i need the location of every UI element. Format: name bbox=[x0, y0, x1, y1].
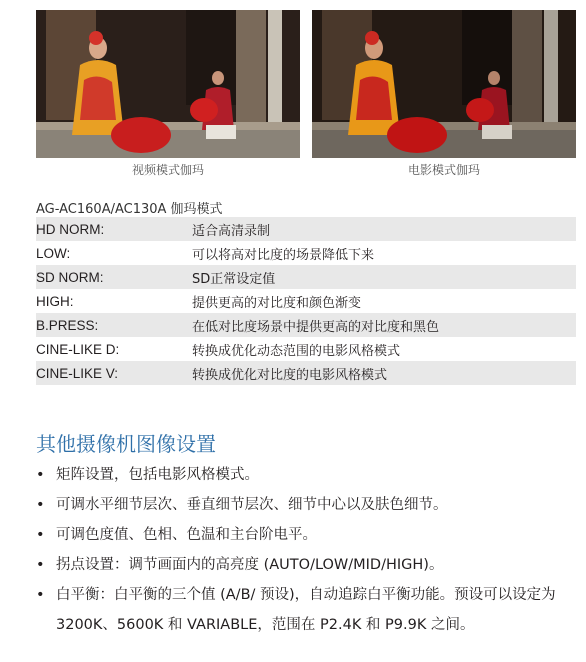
gamma-row bbox=[36, 241, 576, 265]
photo-video-caption: 视频模式伽玛 bbox=[131, 163, 204, 177]
section-title-other-settings: 其他摄像机图像设置 bbox=[36, 432, 216, 456]
gamma-row bbox=[36, 265, 576, 289]
gamma-mode-name: CINE-LIKE V: bbox=[36, 365, 119, 381]
feature-list bbox=[36, 460, 582, 640]
gamma-mode-description: SD正常设定值 bbox=[192, 271, 276, 287]
bullet-icon: • bbox=[36, 557, 45, 573]
gamma-mode-description: 转换成优化对比度的电影风格模式 bbox=[192, 367, 388, 383]
photo-video-gamma bbox=[36, 10, 300, 158]
list-item bbox=[36, 580, 582, 640]
bullet-icon: • bbox=[36, 467, 45, 483]
gamma-row bbox=[36, 217, 576, 241]
list-item bbox=[36, 460, 582, 490]
gamma-row bbox=[36, 337, 576, 361]
gamma-row bbox=[36, 361, 576, 385]
gamma-mode-description: 在低对比度场景中提供更高的对比度和黑色 bbox=[192, 319, 440, 335]
gamma-mode-name: LOW: bbox=[36, 245, 71, 261]
gamma-mode-name: CINE-LIKE D: bbox=[36, 341, 120, 357]
photo-video-gamma-image bbox=[36, 10, 300, 158]
gamma-mode-name: HD NORM: bbox=[36, 221, 105, 237]
list-item-text: 可调水平细节层次、垂直细节层次、细节中心以及肤色细节。 bbox=[56, 497, 448, 513]
list-item bbox=[36, 520, 582, 550]
gamma-table-title: AG-AC160A/AC130A 伽玛模式 bbox=[36, 202, 223, 217]
list-item bbox=[36, 490, 582, 520]
gamma-mode-name: HIGH: bbox=[36, 293, 74, 309]
photo-cinema-gamma-image bbox=[312, 10, 576, 158]
gamma-mode-name: B.PRESS: bbox=[36, 317, 99, 333]
gamma-mode-name: SD NORM: bbox=[36, 269, 104, 285]
bullet-icon: • bbox=[36, 587, 45, 603]
gamma-mode-description: 转换成优化动态范围的电影风格模式 bbox=[192, 343, 401, 359]
list-item-text: 拐点设置：调节画面内的高亮度 (AUTO/LOW/MID/HIGH)。 bbox=[56, 557, 444, 573]
gamma-row bbox=[36, 289, 576, 313]
gamma-row bbox=[36, 313, 576, 337]
bullet-icon: • bbox=[36, 497, 45, 513]
gamma-mode-description: 适合高清录制 bbox=[192, 223, 271, 239]
photo-cinema-gamma bbox=[312, 10, 576, 158]
list-item-text: 白平衡：白平衡的三个值 (A/B/ 预设)，自动追踪白平衡功能。预设可以设定为 3200K、5600K 和 VARIABLE，范围在 P2.4K 和 P9.9K 之间。 bbox=[56, 587, 556, 633]
photo-cinema-caption: 电影模式伽玛 bbox=[407, 163, 480, 177]
gamma-table bbox=[36, 217, 576, 385]
gamma-mode-description: 提供更高的对比度和颜色渐变 bbox=[192, 295, 362, 311]
bullet-icon: • bbox=[36, 527, 45, 543]
list-item-text: 可调色度值、色相、色温和主台阶电平。 bbox=[56, 527, 317, 543]
list-item bbox=[36, 550, 582, 580]
list-item-text: 矩阵设置，包括电影风格模式。 bbox=[56, 467, 259, 483]
gamma-mode-description: 可以将高对比度的场景降低下来 bbox=[192, 247, 375, 263]
